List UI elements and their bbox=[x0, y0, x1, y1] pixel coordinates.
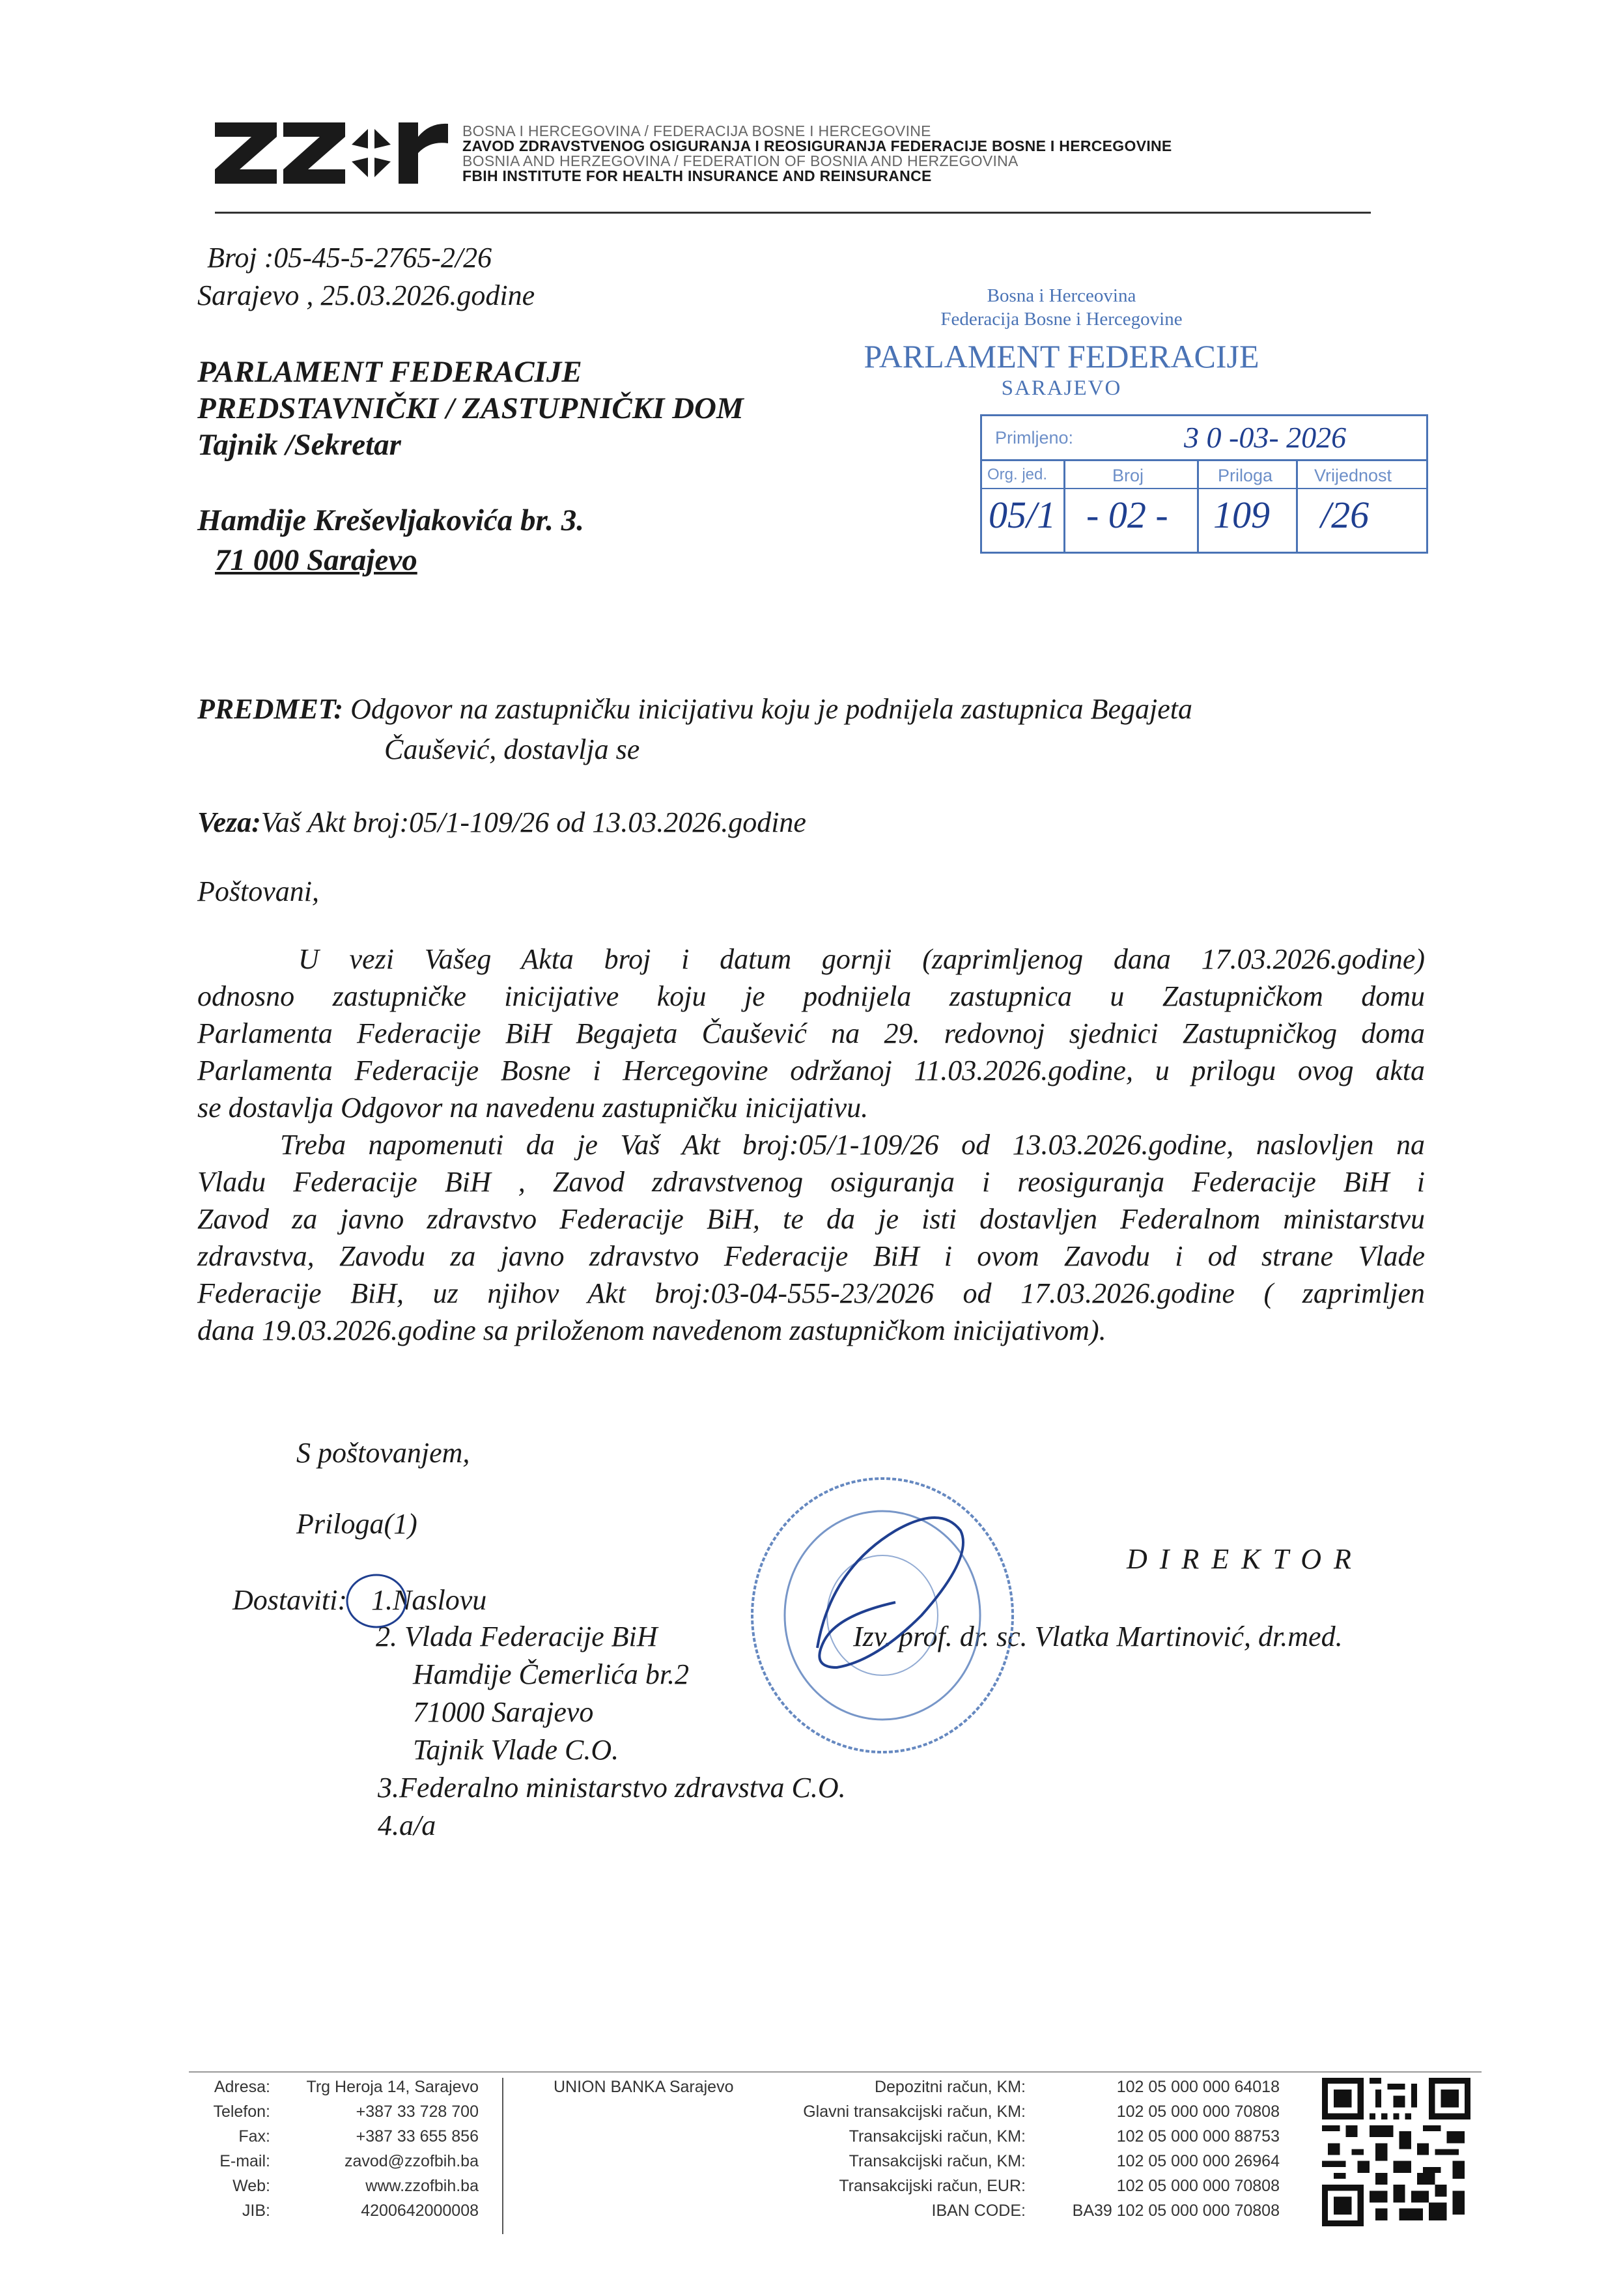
subject-line bbox=[197, 692, 1192, 726]
stamp-received-date: 3 0 -03- 2026 bbox=[1184, 421, 1347, 454]
recipient-line: Tajnik /Sekretar bbox=[197, 428, 401, 462]
salutation: Poštovani, bbox=[197, 875, 319, 907]
paragraph-line: Federacije BiH, uz njihov Akt broj:03-04-555-23/2026 od 17.03.2026.godine ( zaprimljen bbox=[197, 1277, 1425, 1309]
paragraph-line: Parlamenta Federacije BiH Begajeta Čaušević na 29. redovnoj sjednici Zastupničkog doma bbox=[197, 1017, 1425, 1049]
paragraph-line: Zavod za javno zdravstvo Federacije BiH, te da je isti dostavljen Federalnom ministarstvu bbox=[197, 1203, 1425, 1235]
footer-contact-label: Telefon: bbox=[213, 2103, 270, 2121]
stamp-line: Federacija Bosne i Hercegovine bbox=[940, 309, 1183, 330]
subject-text-continued: Čaušević, dostavlja se bbox=[384, 733, 640, 765]
stamp-col-label: Broj bbox=[1112, 466, 1144, 485]
footer-account-value: 102 05 000 000 70808 bbox=[1116, 2177, 1280, 2195]
veza-label: Veza: bbox=[197, 806, 261, 838]
stamp-column-divider bbox=[1296, 461, 1298, 552]
footer-account-label: Glavni transakcijski račun, KM: bbox=[803, 2103, 1026, 2121]
distribution-label: Dostaviti: bbox=[232, 1584, 347, 1616]
paragraph-line: Treba napomenuti da je Vaš Akt broj:05/1-109/26 od 13.03.2026.godine, naslovljen na bbox=[280, 1129, 1425, 1161]
attachments-count: Priloga(1) bbox=[296, 1508, 417, 1540]
header-line: ZAVOD ZDRAVSTVENOG OSIGURANJA I REOSIGURANJA FEDERACIJE BOSNE I HERCEGOVINE bbox=[462, 137, 1172, 154]
institute-header bbox=[462, 124, 1172, 184]
veza-text: Vaš Akt broj:05/1-109/26 od 13.03.2026.godine bbox=[260, 806, 806, 838]
distribution-item: 3.Federalno ministarstvo zdravstva C.O. bbox=[378, 1772, 846, 1804]
paragraph-line: se dostavlja Odgovor na navedenu zastupničku inicijativu. bbox=[197, 1092, 869, 1124]
footer-contact-label: Web: bbox=[232, 2177, 270, 2195]
subject-text: Odgovor na zastupničku inicijativu koju je podnijela zastupnica Begajeta bbox=[350, 693, 1193, 725]
received-stamp-box bbox=[980, 414, 1428, 554]
director-title: D I R E K T O R bbox=[1127, 1543, 1354, 1575]
footer-contact-label: JIB: bbox=[242, 2202, 270, 2220]
stamp-value-vrijednost: /26 bbox=[1321, 494, 1370, 536]
stamp-title: PARLAMENT FEDERACIJE bbox=[864, 338, 1259, 375]
footer-contact-label: Adresa: bbox=[214, 2078, 270, 2096]
footer-bank-name: UNION BANKA Sarajevo bbox=[554, 2078, 734, 2096]
stamp-column-divider bbox=[1063, 461, 1065, 552]
subject-label: PREDMET: bbox=[197, 693, 344, 725]
header-divider bbox=[215, 212, 1371, 214]
veza-line bbox=[197, 806, 806, 839]
stamp-value-broj: - 02 - bbox=[1086, 494, 1168, 536]
stamp-row-divider bbox=[982, 488, 1426, 489]
footer-contact-value: Trg Heroja 14, Sarajevo bbox=[306, 2078, 479, 2096]
stamp-column-divider bbox=[1197, 461, 1199, 552]
official-seal bbox=[726, 1453, 1026, 1817]
stamp-line: Bosna i Herceovina bbox=[987, 285, 1136, 306]
stamp-col-label: Priloga bbox=[1218, 466, 1273, 485]
paragraph-line: U vezi Vašeg Akta broj i datum gornji (zaprimljenog dana 17.03.2026.godine) bbox=[298, 943, 1425, 975]
footer-contact-label: Fax: bbox=[238, 2127, 270, 2146]
distribution-item: 4.a/a bbox=[378, 1809, 436, 1841]
footer-contact-value: +387 33 655 856 bbox=[356, 2127, 479, 2146]
footer-account-value: 102 05 000 000 64018 bbox=[1116, 2078, 1280, 2096]
footer-contact-value: zavod@zzofbih.ba bbox=[344, 2152, 479, 2170]
footer-account-value: 102 05 000 000 26964 bbox=[1116, 2152, 1280, 2170]
institute-logo bbox=[215, 117, 449, 189]
footer-account-label: Depozitni račun, KM: bbox=[874, 2078, 1026, 2096]
stamp-col-label: Org. jed. bbox=[987, 466, 1048, 483]
footer-account-label: Transakcijski račun, KM: bbox=[849, 2127, 1026, 2146]
header-line: FBIH INSTITUTE FOR HEALTH INSURANCE AND REINSURANCE bbox=[462, 167, 932, 184]
paragraph-line: zdravstva, Zavodu za javno zdravstvo Federacije BiH i ovom Zavodu i od strane Vlade bbox=[197, 1240, 1425, 1272]
recipient-line: PARLAMENT FEDERACIJE bbox=[197, 355, 582, 389]
stamp-col-label: Vrijednost bbox=[1314, 466, 1392, 485]
stamp-value-priloga: 109 bbox=[1213, 494, 1270, 536]
handwritten-circle-mark bbox=[339, 1563, 417, 1635]
distribution-item-detail: Hamdije Čemerlića br.2 bbox=[413, 1658, 690, 1690]
reference-number: Broj :05-45-5-2765-2/26 bbox=[207, 242, 492, 274]
stamp-value-org: 05/1 bbox=[989, 494, 1056, 536]
header-line: BOSNA I HERCEGOVINA / FEDERACIJA BOSNE I HERCEGOVINE bbox=[462, 122, 931, 139]
recipient-city: 71 000 Sarajevo bbox=[215, 543, 417, 577]
footer-contact-value: 4200642000008 bbox=[361, 2202, 479, 2220]
recipient-street: Hamdije Kreševljakovića br. 3. bbox=[197, 503, 584, 537]
distribution-item: 1.Naslovu bbox=[371, 1584, 487, 1616]
recipient-line: PREDSTAVNIČKI / ZASTUPNIČKI DOM bbox=[197, 391, 744, 425]
footer-account-label: IBAN CODE: bbox=[931, 2202, 1026, 2220]
stamp-city: SARAJEVO bbox=[1001, 376, 1122, 400]
footer-account-label: Transakcijski račun, EUR: bbox=[839, 2177, 1026, 2195]
paragraph-line: dana 19.03.2026.godine sa priloženom navedenom zastupničkom inicijativom). bbox=[197, 1314, 1106, 1346]
header-line: BOSNIA AND HERZEGOVINA / FEDERATION OF BOSNIA AND HERZEGOVINA bbox=[462, 152, 1019, 169]
footer-contact-label: E-mail: bbox=[219, 2152, 270, 2170]
distribution-item-detail: 71000 Sarajevo bbox=[413, 1696, 594, 1728]
footer-contact-value: www.zzofbih.ba bbox=[365, 2177, 479, 2195]
qr-code bbox=[1322, 2078, 1470, 2226]
footer-contact-value: +387 33 728 700 bbox=[356, 2103, 479, 2121]
footer-account-value: 102 05 000 000 70808 bbox=[1116, 2103, 1280, 2121]
distribution-item: 2. Vlada Federacije BiH bbox=[376, 1621, 658, 1652]
paragraph-line: Vladu Federacije BiH , Zavod zdravstvenog osiguranja i reosiguranja Federacije BiH i bbox=[197, 1166, 1425, 1198]
closing: S poštovanjem, bbox=[296, 1437, 470, 1469]
footer-account-value: 102 05 000 000 88753 bbox=[1116, 2127, 1280, 2146]
paragraph-line: Parlamenta Federacije Bosne i Hercegovine održanoj 11.03.2026.godine, u prilogu ovog akta bbox=[197, 1055, 1425, 1086]
paragraph-line: odnosno zastupničke inicijative koju je podnijela zastupnica u Zastupničkom domu bbox=[197, 980, 1425, 1012]
footer-divider bbox=[189, 2071, 1482, 2073]
reference-place-date: Sarajevo , 25.03.2026.godine bbox=[197, 279, 535, 311]
director-name: Izv. prof. dr. sc. Vlatka Martinović, dr.med. bbox=[853, 1621, 1343, 1652]
stamp-received-label: Primljeno: bbox=[995, 428, 1074, 447]
footer-account-label: Transakcijski račun, KM: bbox=[849, 2152, 1026, 2170]
footer-account-value: BA39 102 05 000 000 70808 bbox=[1072, 2202, 1280, 2220]
stamp-received-row bbox=[982, 416, 1426, 461]
distribution-item-detail: Tajnik Vlade C.O. bbox=[413, 1734, 619, 1766]
